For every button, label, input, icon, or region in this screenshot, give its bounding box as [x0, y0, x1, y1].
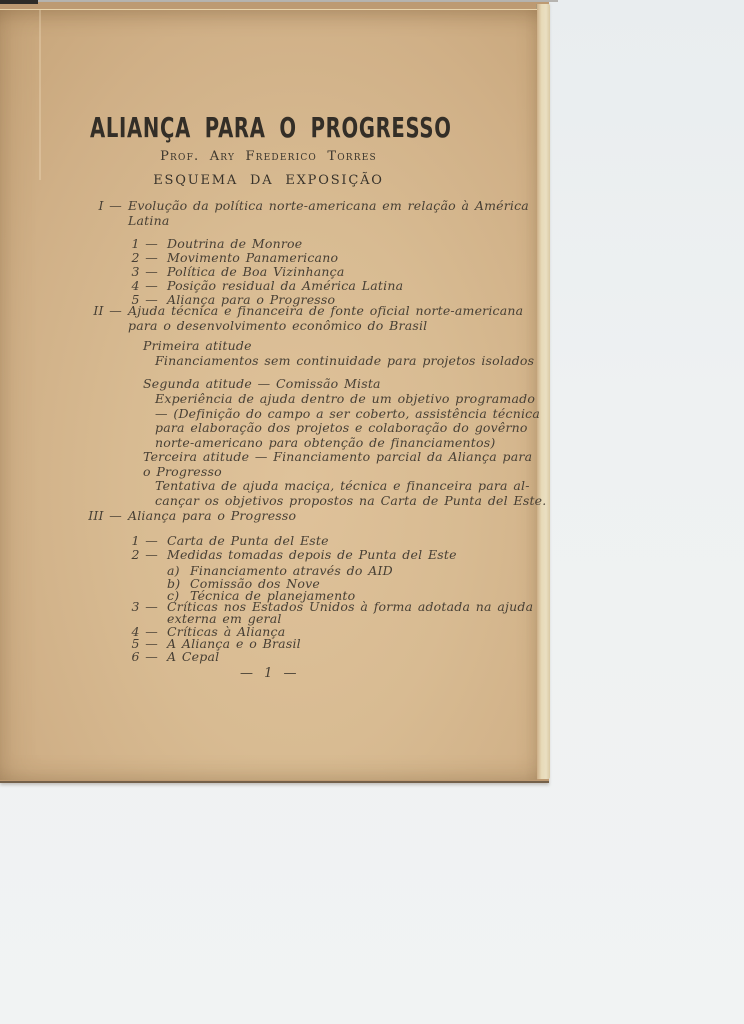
- section-iii-label: III —: [88, 508, 122, 523]
- heading-line: Latina: [128, 212, 170, 228]
- outline-list-i: [128, 237, 403, 307]
- sub-item-text: Técnica de planejamento: [190, 588, 356, 603]
- sub-item-letter: a): [167, 563, 180, 578]
- item-number: 1 —: [131, 236, 158, 251]
- sub-item-letter: c): [167, 588, 180, 603]
- item-text: A Cepal: [167, 648, 220, 664]
- item-number: 4 —: [131, 623, 158, 639]
- item-text: A Aliança e o Brasil: [167, 636, 301, 652]
- sub-item-text: Financiamento através do AID: [190, 563, 393, 578]
- attitude-body: [155, 392, 540, 450]
- document-title: ALIANÇA PARA O PROGRESSO: [90, 111, 452, 144]
- item-text: Carta de Punta del Este: [167, 533, 329, 548]
- attitude-title: [143, 339, 252, 354]
- sub-item-letter: b): [167, 575, 181, 591]
- attitude-body-line: Tentativa de ajuda maciça, técnica e financeira para al-: [155, 478, 530, 493]
- attitude-body-line: norte-americano para obtenção de financiamentos): [155, 434, 496, 450]
- outline-list-iii-b: [128, 601, 533, 663]
- outline-section-i: [0, 199, 529, 228]
- outline-item: [128, 279, 403, 293]
- item-number: 2 —: [131, 250, 158, 265]
- attitude-title: [143, 450, 532, 479]
- item-number: 5 —: [131, 636, 158, 652]
- item-text: Aliança para o Progresso: [167, 292, 336, 307]
- outline-item: [128, 251, 403, 265]
- outline-item: [128, 534, 457, 548]
- attitude-body-line: Financiamentos sem continuidade para projetos isolados: [155, 353, 535, 368]
- document-page: [0, 9, 547, 780]
- outline-item: [128, 648, 533, 664]
- item-number: 4 —: [131, 278, 158, 293]
- attitude-title-line: Terceira atitude — Financiamento parcial da Aliança para: [143, 449, 533, 464]
- author-line: Prof. Ary Frederico Torres: [160, 149, 377, 164]
- section-i-label: I —: [98, 198, 122, 213]
- attitude-body-line: para elaboração dos projetos e colaboração do govêrno: [155, 420, 528, 435]
- outline-section-iii: [0, 509, 296, 524]
- item-number: 5 —: [131, 292, 158, 307]
- sub-item-text: Comissão dos Nove: [190, 575, 320, 591]
- outline-item: [128, 548, 457, 562]
- outline-item: [128, 265, 403, 279]
- item-number: 1 —: [131, 533, 158, 548]
- item-number: 3 —: [131, 264, 158, 279]
- item-number: 6 —: [131, 648, 158, 664]
- heading-line: para o desenvolvimento econômico do Brasil: [128, 317, 428, 333]
- item-text: Críticas à Aliança: [167, 623, 286, 639]
- outline-list-iii-a: [128, 534, 457, 561]
- item-text: Política de Boa Vizinhança: [167, 264, 345, 279]
- section-ii-label: II —: [93, 303, 122, 318]
- attitude-body: [155, 354, 534, 369]
- heading-line: Ajuda técnica e financeira de fonte oficial norte-americana: [128, 303, 524, 318]
- attitude-title: [143, 377, 381, 392]
- attitude-title-line: o Progresso: [143, 463, 222, 479]
- lettered-sublist: [167, 565, 393, 603]
- attitude-body-line: — (Definição do campo a ser coberto, assistência técnica: [155, 405, 540, 421]
- attitude-body-line: Experiência de ajuda dentro de um objetivo programado: [155, 391, 536, 406]
- scan-dark-mark: [0, 0, 38, 4]
- page-number: — 1 —: [239, 666, 298, 681]
- item-text: Doutrina de Monroe: [167, 236, 303, 251]
- item-number: 3 —: [131, 599, 158, 614]
- item-text: Medidas tomadas depois de Punta del Este: [167, 546, 457, 562]
- item-text: Posição residual da América Latina: [167, 278, 404, 293]
- attitude-body-line: cançar os objetivos propostos na Carta de Punta del Este.: [155, 492, 547, 508]
- heading-line: Evolução da política norte-americana em relação à América: [128, 198, 529, 213]
- attitude-title-line: Segunda atitude — Comissão Mista: [143, 376, 381, 391]
- item-number: 2 —: [131, 546, 158, 562]
- exposition-heading: ESQUEMA DA EXPOSIÇÃO: [153, 173, 384, 188]
- heading-line: Aliança para o Progresso: [128, 508, 297, 523]
- attitude-body: [155, 479, 546, 508]
- outline-item: [128, 237, 403, 251]
- attitude-title-line: Primeira atitude: [143, 338, 252, 353]
- outline-section-ii: [0, 304, 523, 333]
- item-text: externa em geral: [167, 611, 282, 627]
- item-text: Movimento Panamericano: [167, 250, 339, 265]
- item-text: Críticas nos Estados Unidos à forma adotada na ajuda: [167, 599, 534, 614]
